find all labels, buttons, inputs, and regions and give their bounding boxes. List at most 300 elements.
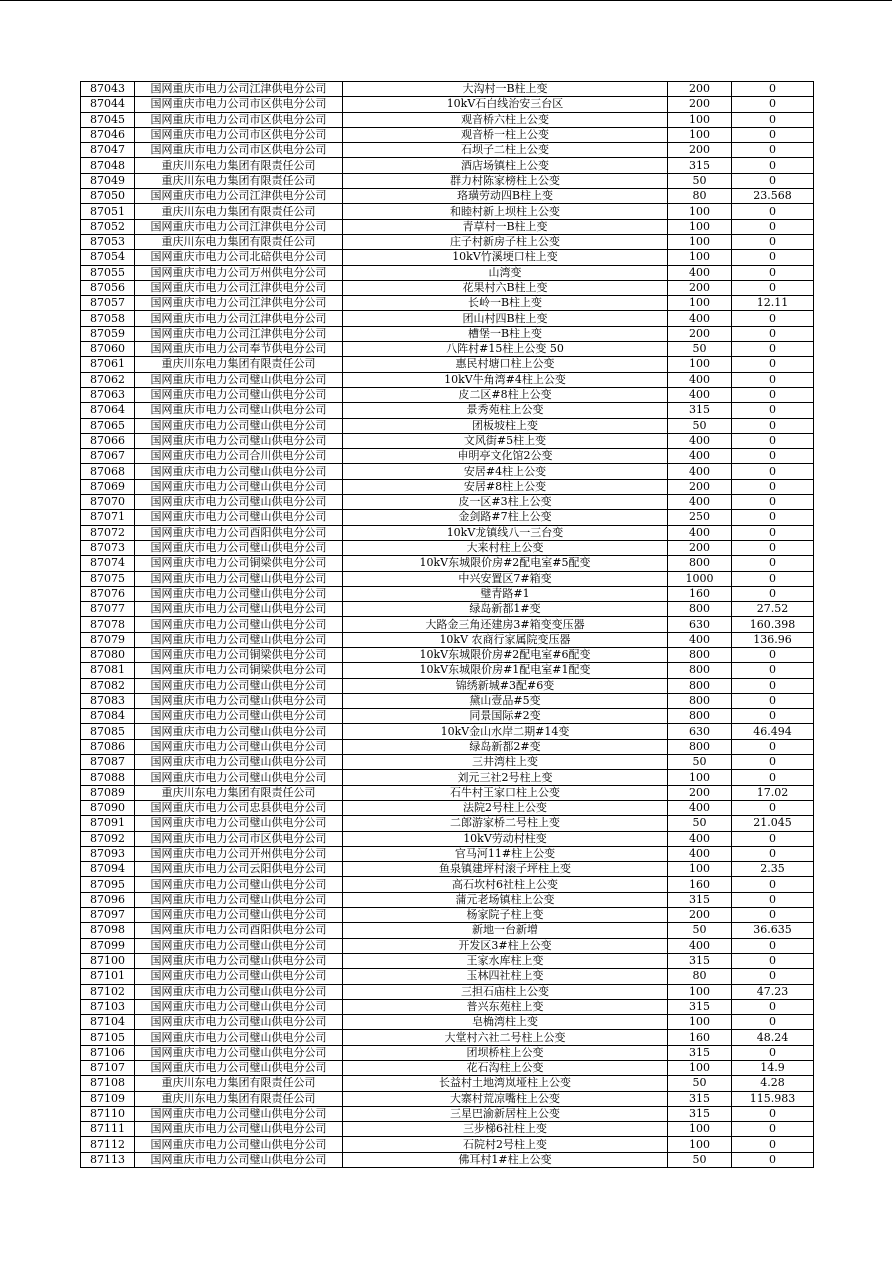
organization-cell: 国网重庆市电力公司市区供电分公司: [135, 143, 343, 158]
value-cell: 0: [732, 525, 814, 540]
table-row: [81, 1091, 814, 1106]
organization-cell: 国网重庆市电力公司璧山供电分公司: [135, 1106, 343, 1121]
organization-cell: 国网重庆市电力公司璧山供电分公司: [135, 816, 343, 831]
organization-cell: 国网重庆市电力公司江津供电分公司: [135, 296, 343, 311]
capacity-cell: 100: [668, 250, 732, 265]
table-row: [81, 326, 814, 341]
value-cell: 21.045: [732, 816, 814, 831]
transformer-name-cell: 佛耳村1#柱上公变: [343, 1152, 668, 1167]
table-row: [81, 525, 814, 540]
transformer-name-cell: 石牛村王家口柱上公变: [343, 785, 668, 800]
table-row: [81, 372, 814, 387]
table-row: [81, 678, 814, 693]
value-cell: 0: [732, 449, 814, 464]
value-cell: 47.23: [732, 984, 814, 999]
table-row: [81, 556, 814, 571]
row-id-cell: 87108: [81, 1076, 135, 1091]
value-cell: 0: [732, 678, 814, 693]
table-row: [81, 1045, 814, 1060]
capacity-cell: 400: [668, 387, 732, 402]
organization-cell: 重庆川东电力集团有限责任公司: [135, 173, 343, 188]
capacity-cell: 100: [668, 234, 732, 249]
value-cell: 23.568: [732, 189, 814, 204]
table-row: [81, 403, 814, 418]
row-id-cell: 87081: [81, 663, 135, 678]
transformer-name-cell: 王家水库柱上变: [343, 953, 668, 968]
row-id-cell: 87095: [81, 877, 135, 892]
organization-cell: 国网重庆市电力公司璧山供电分公司: [135, 632, 343, 647]
row-id-cell: 87110: [81, 1106, 135, 1121]
transformer-name-cell: 皮一区#3柱上公变: [343, 495, 668, 510]
capacity-cell: 315: [668, 953, 732, 968]
transformer-name-cell: 璧青路#1: [343, 586, 668, 601]
capacity-cell: 50: [668, 816, 732, 831]
row-id-cell: 87107: [81, 1061, 135, 1076]
table-row: [81, 1061, 814, 1076]
table-row: [81, 908, 814, 923]
table-row: [81, 1015, 814, 1030]
organization-cell: 国网重庆市电力公司铜梁供电分公司: [135, 647, 343, 662]
transformer-name-cell: 开发区3#柱上公变: [343, 938, 668, 953]
transformer-name-cell: 绿岛新都2#变: [343, 739, 668, 754]
capacity-cell: 400: [668, 525, 732, 540]
capacity-cell: 800: [668, 678, 732, 693]
capacity-cell: 50: [668, 418, 732, 433]
capacity-cell: 100: [668, 204, 732, 219]
transformer-name-cell: 花石沟柱上公变: [343, 1061, 668, 1076]
row-id-cell: 87104: [81, 1015, 135, 1030]
page-top-rule: [0, 0, 892, 1]
organization-cell: 国网重庆市电力公司璧山供电分公司: [135, 999, 343, 1014]
table-row: [81, 617, 814, 632]
table-row: [81, 189, 814, 204]
table-row: [81, 755, 814, 770]
organization-cell: 重庆川东电力集团有限责任公司: [135, 357, 343, 372]
capacity-cell: 630: [668, 617, 732, 632]
table-row: [81, 709, 814, 724]
table-row: [81, 571, 814, 586]
table-row: [81, 234, 814, 249]
organization-cell: 国网重庆市电力公司璧山供电分公司: [135, 739, 343, 754]
capacity-cell: 100: [668, 219, 732, 234]
value-cell: 0: [732, 387, 814, 402]
table-row: [81, 495, 814, 510]
table-row: [81, 1030, 814, 1045]
value-cell: 0: [732, 204, 814, 219]
transformer-name-cell: 10kV东城限价房#2配电室#6配变: [343, 647, 668, 662]
transformer-name-cell: 文风街#5柱上变: [343, 433, 668, 448]
transformer-name-cell: 群力村陈家榜柱上公变: [343, 173, 668, 188]
transformer-name-cell: 玉林四社柱上变: [343, 969, 668, 984]
table-row: [81, 97, 814, 112]
capacity-cell: 800: [668, 556, 732, 571]
row-id-cell: 87070: [81, 495, 135, 510]
transformer-name-cell: 皂桷湾柱上变: [343, 1015, 668, 1030]
table-row: [81, 770, 814, 785]
organization-cell: 国网重庆市电力公司璧山供电分公司: [135, 387, 343, 402]
capacity-cell: 400: [668, 433, 732, 448]
organization-cell: 国网重庆市电力公司璧山供电分公司: [135, 770, 343, 785]
organization-cell: 国网重庆市电力公司璧山供电分公司: [135, 877, 343, 892]
organization-cell: 国网重庆市电力公司璧山供电分公司: [135, 755, 343, 770]
organization-cell: 国网重庆市电力公司万州供电分公司: [135, 265, 343, 280]
capacity-cell: 100: [668, 1015, 732, 1030]
row-id-cell: 87111: [81, 1122, 135, 1137]
capacity-cell: 80: [668, 189, 732, 204]
row-id-cell: 87094: [81, 862, 135, 877]
transformer-name-cell: 三担石庙柱上公变: [343, 984, 668, 999]
table-row: [81, 693, 814, 708]
table-row: [81, 984, 814, 999]
value-cell: 0: [732, 647, 814, 662]
table-row: [81, 739, 814, 754]
value-cell: 0: [732, 800, 814, 815]
organization-cell: 国网重庆市电力公司江津供电分公司: [135, 311, 343, 326]
table-row: [81, 143, 814, 158]
capacity-cell: 315: [668, 999, 732, 1014]
table-row: [81, 923, 814, 938]
capacity-cell: 400: [668, 449, 732, 464]
value-cell: 0: [732, 250, 814, 265]
capacity-cell: 50: [668, 1152, 732, 1167]
value-cell: 0: [732, 892, 814, 907]
organization-cell: 国网重庆市电力公司璧山供电分公司: [135, 1015, 343, 1030]
capacity-cell: 100: [668, 984, 732, 999]
row-id-cell: 87098: [81, 923, 135, 938]
capacity-cell: 1000: [668, 571, 732, 586]
transformer-name-cell: 三井湾柱上变: [343, 755, 668, 770]
table-row: [81, 846, 814, 861]
organization-cell: 国网重庆市电力公司合川供电分公司: [135, 449, 343, 464]
organization-cell: 国网重庆市电力公司璧山供电分公司: [135, 1137, 343, 1152]
organization-cell: 国网重庆市电力公司璧山供电分公司: [135, 510, 343, 525]
table-row: [81, 204, 814, 219]
organization-cell: 国网重庆市电力公司璧山供电分公司: [135, 1152, 343, 1167]
transformer-name-cell: 团坝桥柱上公变: [343, 1045, 668, 1060]
organization-cell: 国网重庆市电力公司奉节供电分公司: [135, 342, 343, 357]
capacity-cell: 100: [668, 357, 732, 372]
transformer-name-cell: 三星巴渝新居柱上公变: [343, 1106, 668, 1121]
transformer-name-cell: 10kV金山水岸二期#14变: [343, 724, 668, 739]
value-cell: 0: [732, 143, 814, 158]
row-id-cell: 87089: [81, 785, 135, 800]
transformer-name-cell: 庄子村新房子柱上公变: [343, 234, 668, 249]
row-id-cell: 87099: [81, 938, 135, 953]
table-row: [81, 663, 814, 678]
organization-cell: 国网重庆市电力公司璧山供电分公司: [135, 495, 343, 510]
capacity-cell: 200: [668, 785, 732, 800]
organization-cell: 国网重庆市电力公司璧山供电分公司: [135, 892, 343, 907]
organization-cell: 国网重庆市电力公司云阳供电分公司: [135, 862, 343, 877]
organization-cell: 国网重庆市电力公司璧山供电分公司: [135, 464, 343, 479]
value-cell: 48.24: [732, 1030, 814, 1045]
transformer-name-cell: 长益村土地湾岚垭柱上公变: [343, 1076, 668, 1091]
table-row: [81, 1122, 814, 1137]
row-id-cell: 87091: [81, 816, 135, 831]
row-id-cell: 87092: [81, 831, 135, 846]
organization-cell: 重庆川东电力集团有限责任公司: [135, 785, 343, 800]
value-cell: 0: [732, 755, 814, 770]
value-cell: 4.28: [732, 1076, 814, 1091]
row-id-cell: 87078: [81, 617, 135, 632]
table-row: [81, 342, 814, 357]
value-cell: 0: [732, 1152, 814, 1167]
table-row: [81, 862, 814, 877]
capacity-cell: 400: [668, 495, 732, 510]
transformer-name-cell: 黛山壹品#5变: [343, 693, 668, 708]
row-id-cell: 87062: [81, 372, 135, 387]
transformer-name-cell: 锦绣新城#3配#6变: [343, 678, 668, 693]
value-cell: 0: [732, 433, 814, 448]
capacity-cell: 400: [668, 372, 732, 387]
table-row: [81, 479, 814, 494]
transformer-name-cell: 皮二区#8柱上公变: [343, 387, 668, 402]
transformer-name-cell: 山湾变: [343, 265, 668, 280]
value-cell: 0: [732, 1106, 814, 1121]
transformer-name-cell: 安居#8柱上公变: [343, 479, 668, 494]
organization-cell: 国网重庆市电力公司江津供电分公司: [135, 219, 343, 234]
value-cell: 14.9: [732, 1061, 814, 1076]
capacity-cell: 400: [668, 311, 732, 326]
value-cell: 0: [732, 908, 814, 923]
transformer-name-cell: 10kV竹溪埂口柱上变: [343, 250, 668, 265]
organization-cell: 国网重庆市电力公司江津供电分公司: [135, 189, 343, 204]
organization-cell: 国网重庆市电力公司璧山供电分公司: [135, 372, 343, 387]
transformer-name-cell: 申明亭文化馆2公变: [343, 449, 668, 464]
table-row: [81, 816, 814, 831]
organization-cell: 重庆川东电力集团有限责任公司: [135, 1091, 343, 1106]
organization-cell: 重庆川东电力集团有限责任公司: [135, 1076, 343, 1091]
row-id-cell: 87106: [81, 1045, 135, 1060]
organization-cell: 国网重庆市电力公司璧山供电分公司: [135, 984, 343, 999]
organization-cell: 国网重庆市电力公司璧山供电分公司: [135, 1030, 343, 1045]
value-cell: 0: [732, 265, 814, 280]
row-id-cell: 87072: [81, 525, 135, 540]
row-id-cell: 87060: [81, 342, 135, 357]
capacity-cell: 160: [668, 1030, 732, 1045]
organization-cell: 国网重庆市电力公司璧山供电分公司: [135, 938, 343, 953]
table-row: [81, 602, 814, 617]
row-id-cell: 87059: [81, 326, 135, 341]
transformer-name-cell: 高石坎村6社柱上公变: [343, 877, 668, 892]
transformer-name-cell: 惠民村塘口柱上公变: [343, 357, 668, 372]
organization-cell: 国网重庆市电力公司市区供电分公司: [135, 127, 343, 142]
capacity-cell: 315: [668, 1045, 732, 1060]
organization-cell: 国网重庆市电力公司璧山供电分公司: [135, 540, 343, 555]
row-id-cell: 87061: [81, 357, 135, 372]
organization-cell: 国网重庆市电力公司市区供电分公司: [135, 97, 343, 112]
table-row: [81, 969, 814, 984]
row-id-cell: 87093: [81, 846, 135, 861]
organization-cell: 国网重庆市电力公司璧山供电分公司: [135, 433, 343, 448]
row-id-cell: 87043: [81, 82, 135, 97]
row-id-cell: 87086: [81, 739, 135, 754]
table-row: [81, 418, 814, 433]
value-cell: 0: [732, 999, 814, 1014]
row-id-cell: 87084: [81, 709, 135, 724]
table-row: [81, 464, 814, 479]
row-id-cell: 87069: [81, 479, 135, 494]
transformer-name-cell: 观音桥一柱上公变: [343, 127, 668, 142]
capacity-cell: 50: [668, 755, 732, 770]
capacity-cell: 100: [668, 112, 732, 127]
organization-cell: 国网重庆市电力公司璧山供电分公司: [135, 709, 343, 724]
transformer-name-cell: 八阵村#15柱上公变 50: [343, 342, 668, 357]
transformer-name-cell: 观音桥六柱上公变: [343, 112, 668, 127]
capacity-cell: 315: [668, 892, 732, 907]
capacity-cell: 50: [668, 923, 732, 938]
transformer-name-cell: 同景国际#2变: [343, 709, 668, 724]
value-cell: 0: [732, 280, 814, 295]
organization-cell: 国网重庆市电力公司铜梁供电分公司: [135, 663, 343, 678]
organization-cell: 重庆川东电力集团有限责任公司: [135, 204, 343, 219]
table-row: [81, 449, 814, 464]
value-cell: 0: [732, 1045, 814, 1060]
transformer-name-cell: 大沟村一B柱上变: [343, 82, 668, 97]
capacity-cell: 400: [668, 831, 732, 846]
organization-cell: 国网重庆市电力公司江津供电分公司: [135, 326, 343, 341]
capacity-cell: 400: [668, 464, 732, 479]
organization-cell: 国网重庆市电力公司市区供电分公司: [135, 112, 343, 127]
row-id-cell: 87101: [81, 969, 135, 984]
row-id-cell: 87082: [81, 678, 135, 693]
organization-cell: 国网重庆市电力公司开州供电分公司: [135, 846, 343, 861]
value-cell: 0: [732, 693, 814, 708]
transformer-name-cell: 三步梯6社柱上变: [343, 1122, 668, 1137]
capacity-cell: 400: [668, 800, 732, 815]
table-row: [81, 1137, 814, 1152]
value-cell: 0: [732, 770, 814, 785]
organization-cell: 国网重庆市电力公司璧山供电分公司: [135, 418, 343, 433]
value-cell: 0: [732, 495, 814, 510]
capacity-cell: 800: [668, 647, 732, 662]
value-cell: 0: [732, 158, 814, 173]
organization-cell: 国网重庆市电力公司市区供电分公司: [135, 831, 343, 846]
table-row: [81, 540, 814, 555]
table-row: [81, 357, 814, 372]
value-cell: 0: [732, 510, 814, 525]
row-id-cell: 87096: [81, 892, 135, 907]
table-row: [81, 173, 814, 188]
capacity-cell: 200: [668, 479, 732, 494]
transformer-name-cell: 花果村六B柱上变: [343, 280, 668, 295]
organization-cell: 国网重庆市电力公司璧山供电分公司: [135, 1045, 343, 1060]
table-row: [81, 1152, 814, 1167]
value-cell: 0: [732, 464, 814, 479]
table-row: [81, 510, 814, 525]
transformer-name-cell: 鱼泉镇建坪村滚子坪柱上变: [343, 862, 668, 877]
row-id-cell: 87054: [81, 250, 135, 265]
capacity-cell: 400: [668, 846, 732, 861]
table-row: [81, 433, 814, 448]
value-cell: 0: [732, 112, 814, 127]
row-id-cell: 87113: [81, 1152, 135, 1167]
organization-cell: 国网重庆市电力公司璧山供电分公司: [135, 908, 343, 923]
table-row: [81, 219, 814, 234]
table-body: [81, 82, 814, 1168]
capacity-cell: 315: [668, 1106, 732, 1121]
transformer-name-cell: 10kV东城限价房#1配电室#1配变: [343, 663, 668, 678]
organization-cell: 国网重庆市电力公司江津供电分公司: [135, 280, 343, 295]
transformer-name-cell: 槽堡一B柱上变: [343, 326, 668, 341]
value-cell: 0: [732, 831, 814, 846]
transformer-name-cell: 大寨村荒凉嘴柱上公变: [343, 1091, 668, 1106]
table-row: [81, 112, 814, 127]
organization-cell: 国网重庆市电力公司江津供电分公司: [135, 82, 343, 97]
row-id-cell: 87079: [81, 632, 135, 647]
value-cell: 0: [732, 877, 814, 892]
capacity-cell: 800: [668, 709, 732, 724]
organization-cell: 重庆川东电力集团有限责任公司: [135, 234, 343, 249]
table-row: [81, 158, 814, 173]
capacity-cell: 800: [668, 739, 732, 754]
transformer-name-cell: 长岭一B柱上变: [343, 296, 668, 311]
value-cell: 115.983: [732, 1091, 814, 1106]
organization-cell: 国网重庆市电力公司璧山供电分公司: [135, 1061, 343, 1076]
transformer-name-cell: 二郎游家桥二号柱上变: [343, 816, 668, 831]
value-cell: 0: [732, 571, 814, 586]
value-cell: 0: [732, 953, 814, 968]
value-cell: 160.398: [732, 617, 814, 632]
value-cell: 0: [732, 173, 814, 188]
capacity-cell: 800: [668, 663, 732, 678]
table-row: [81, 831, 814, 846]
value-cell: 36.635: [732, 923, 814, 938]
transformer-name-cell: 刘元三社2号柱上变: [343, 770, 668, 785]
capacity-cell: 315: [668, 158, 732, 173]
transformer-name-cell: 10kV劳动村柱变: [343, 831, 668, 846]
capacity-cell: 160: [668, 877, 732, 892]
capacity-cell: 200: [668, 97, 732, 112]
organization-cell: 国网重庆市电力公司璧山供电分公司: [135, 571, 343, 586]
transformer-name-cell: 大路金三角还建房3#箱变变压器: [343, 617, 668, 632]
row-id-cell: 87102: [81, 984, 135, 999]
transformer-name-cell: 和睦村新上坝柱上公变: [343, 204, 668, 219]
value-cell: 0: [732, 663, 814, 678]
transformer-name-cell: 安居#4柱上公变: [343, 464, 668, 479]
organization-cell: 国网重庆市电力公司璧山供电分公司: [135, 617, 343, 632]
capacity-cell: 200: [668, 280, 732, 295]
table-row: [81, 953, 814, 968]
organization-cell: 国网重庆市电力公司璧山供电分公司: [135, 479, 343, 494]
transformer-name-cell: 珞璜劳动四B柱上变: [343, 189, 668, 204]
transformer-name-cell: 团板坡柱上变: [343, 418, 668, 433]
table-row: [81, 82, 814, 97]
transformer-name-cell: 法院2号柱上公变: [343, 800, 668, 815]
row-id-cell: 87065: [81, 418, 135, 433]
value-cell: 0: [732, 311, 814, 326]
transformer-name-cell: 大堂村六社二号柱上公变: [343, 1030, 668, 1045]
transformer-name-cell: 10kV牛角湾#4柱上公变: [343, 372, 668, 387]
value-cell: 0: [732, 586, 814, 601]
organization-cell: 国网重庆市电力公司铜梁供电分公司: [135, 556, 343, 571]
value-cell: 0: [732, 540, 814, 555]
capacity-cell: 200: [668, 326, 732, 341]
value-cell: 0: [732, 1137, 814, 1152]
table-row: [81, 280, 814, 295]
table-row: [81, 800, 814, 815]
value-cell: 0: [732, 739, 814, 754]
value-cell: 0: [732, 709, 814, 724]
row-id-cell: 87045: [81, 112, 135, 127]
value-cell: 0: [732, 938, 814, 953]
row-id-cell: 87056: [81, 280, 135, 295]
row-id-cell: 87066: [81, 433, 135, 448]
row-id-cell: 87074: [81, 556, 135, 571]
capacity-cell: 100: [668, 127, 732, 142]
table-row: [81, 938, 814, 953]
capacity-cell: 200: [668, 908, 732, 923]
